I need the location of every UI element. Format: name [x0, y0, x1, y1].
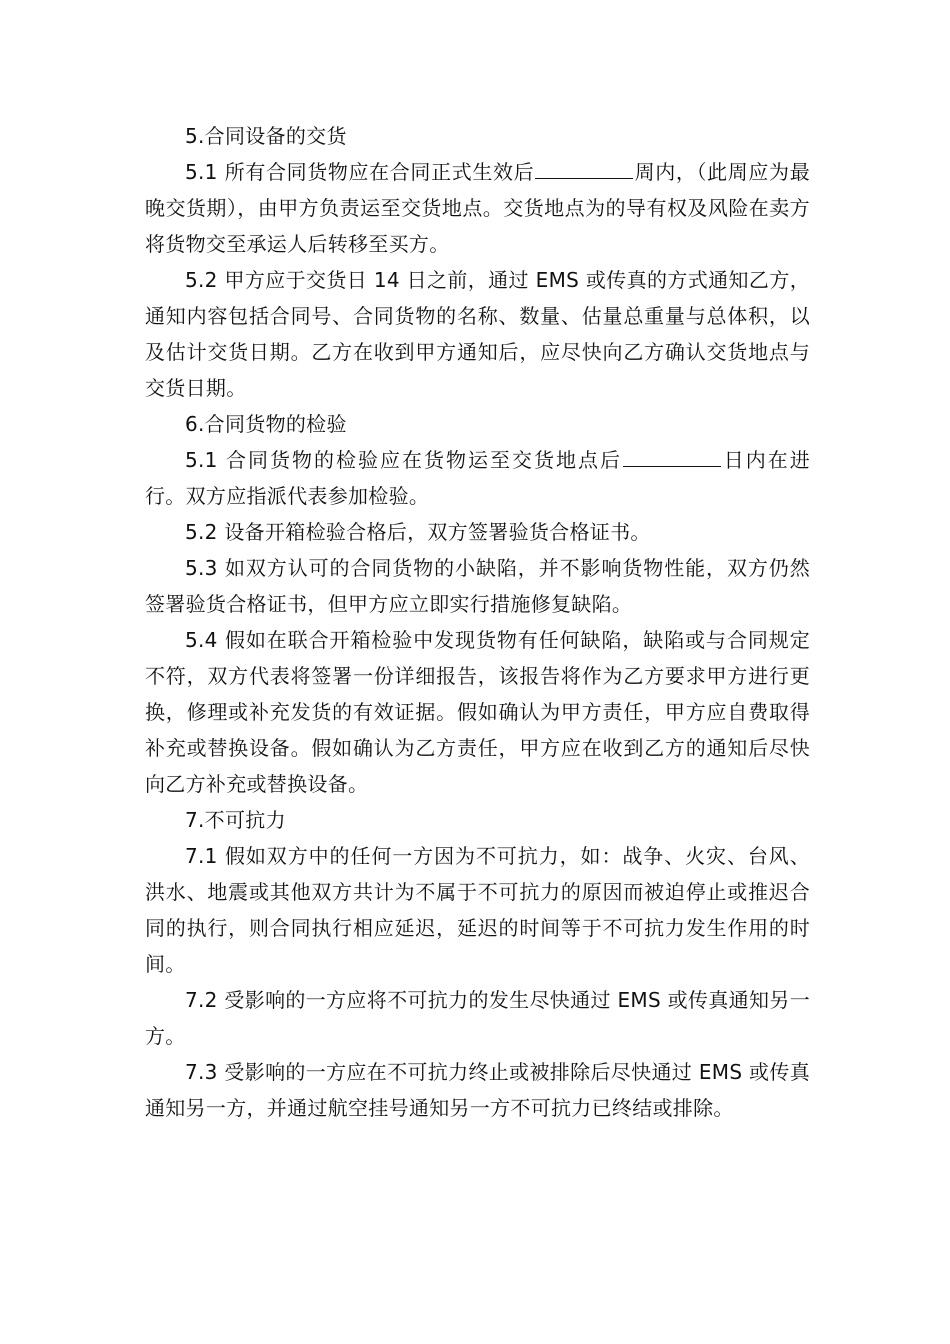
paragraph-text: 5.1 合同货物的检验应在货物运至交货地点后 [185, 448, 623, 472]
clause-paragraph [145, 838, 810, 982]
paragraph-text: 5.2 设备开箱检验合格后，双方签署验货合格证书。 [185, 520, 651, 544]
paragraph-text: 7.1 假如双方中的任何一方因为不可抗力，如：战争、火灾、台风、洪水、地震或其他双方共计为不属于不可抗力的原因而被迫停止或推迟合同的执行，则合同执行相应延迟，延迟的时间等于不可抗力发生作用的时间。 [145, 844, 810, 976]
paragraph-text: 7.2 受影响的一方应将不可抗力的发生尽快通过 EMS 或传真通知另一方。 [145, 988, 810, 1048]
paragraph-text: 周内，（此周应为最晚交货期），由甲方负责运至交货地点。交货地点为的导有权及风险在卖方将货物交至承运人后转移至买方。 [145, 160, 810, 256]
paragraph-text: 日内在进行。双方应指派代表参加检验。 [145, 448, 811, 508]
clause-paragraph [145, 442, 810, 514]
fill-in-blank [623, 444, 721, 467]
clause-paragraph [145, 262, 810, 406]
clause-paragraph [145, 550, 810, 622]
paragraph-text: 6.合同货物的检验 [185, 412, 347, 436]
paragraph-text: 7.不可抗力 [185, 808, 286, 832]
clause-paragraph [145, 622, 810, 802]
paragraph-text: 7.3 受影响的一方应在不可抗力终止或被排除后尽快通过 EMS 或传真通知另一方，并通过航空挂号通知另一方不可抗力已终结或排除。 [145, 1060, 810, 1120]
section-heading [145, 118, 810, 154]
fill-in-blank [535, 156, 633, 179]
section-heading [145, 406, 810, 442]
paragraph-text: 5.合同设备的交货 [185, 124, 347, 148]
paragraph-text: 5.3 如双方认可的合同货物的小缺陷，并不影响货物性能，双方仍然签署验货合格证书，但甲方应立即实行措施修复缺陷。 [145, 556, 810, 616]
paragraph-text: 5.4 假如在联合开箱检验中发现货物有任何缺陷，缺陷或与合同规定不符，双方代表将签署一份详细报告，该报告将作为乙方要求甲方进行更换，修理或补充发货的有效证据。假如确认为甲方责任，甲方应自费取得补充或替换设备。假如确认为乙方责任，甲方应在收到乙方的通知后尽快向乙方补充或替换设备。 [145, 628, 810, 796]
clause-paragraph [145, 154, 810, 262]
paragraph-text: 5.1 所有合同货物应在合同正式生效后 [185, 160, 535, 184]
clause-paragraph [145, 982, 810, 1054]
paragraph-text: 5.2 甲方应于交货日 14 日之前，通过 EMS 或传真的方式通知乙方，通知内容包括合同号、合同货物的名称、数量、估量总重量与总体积，以及估计交货日期。乙方在收到甲方通知后，应尽快向乙方确认交货地点与交货日期。 [145, 268, 810, 400]
clause-paragraph [145, 514, 810, 550]
document-body [145, 118, 810, 1126]
clause-paragraph [145, 1054, 810, 1126]
section-heading [145, 802, 810, 838]
